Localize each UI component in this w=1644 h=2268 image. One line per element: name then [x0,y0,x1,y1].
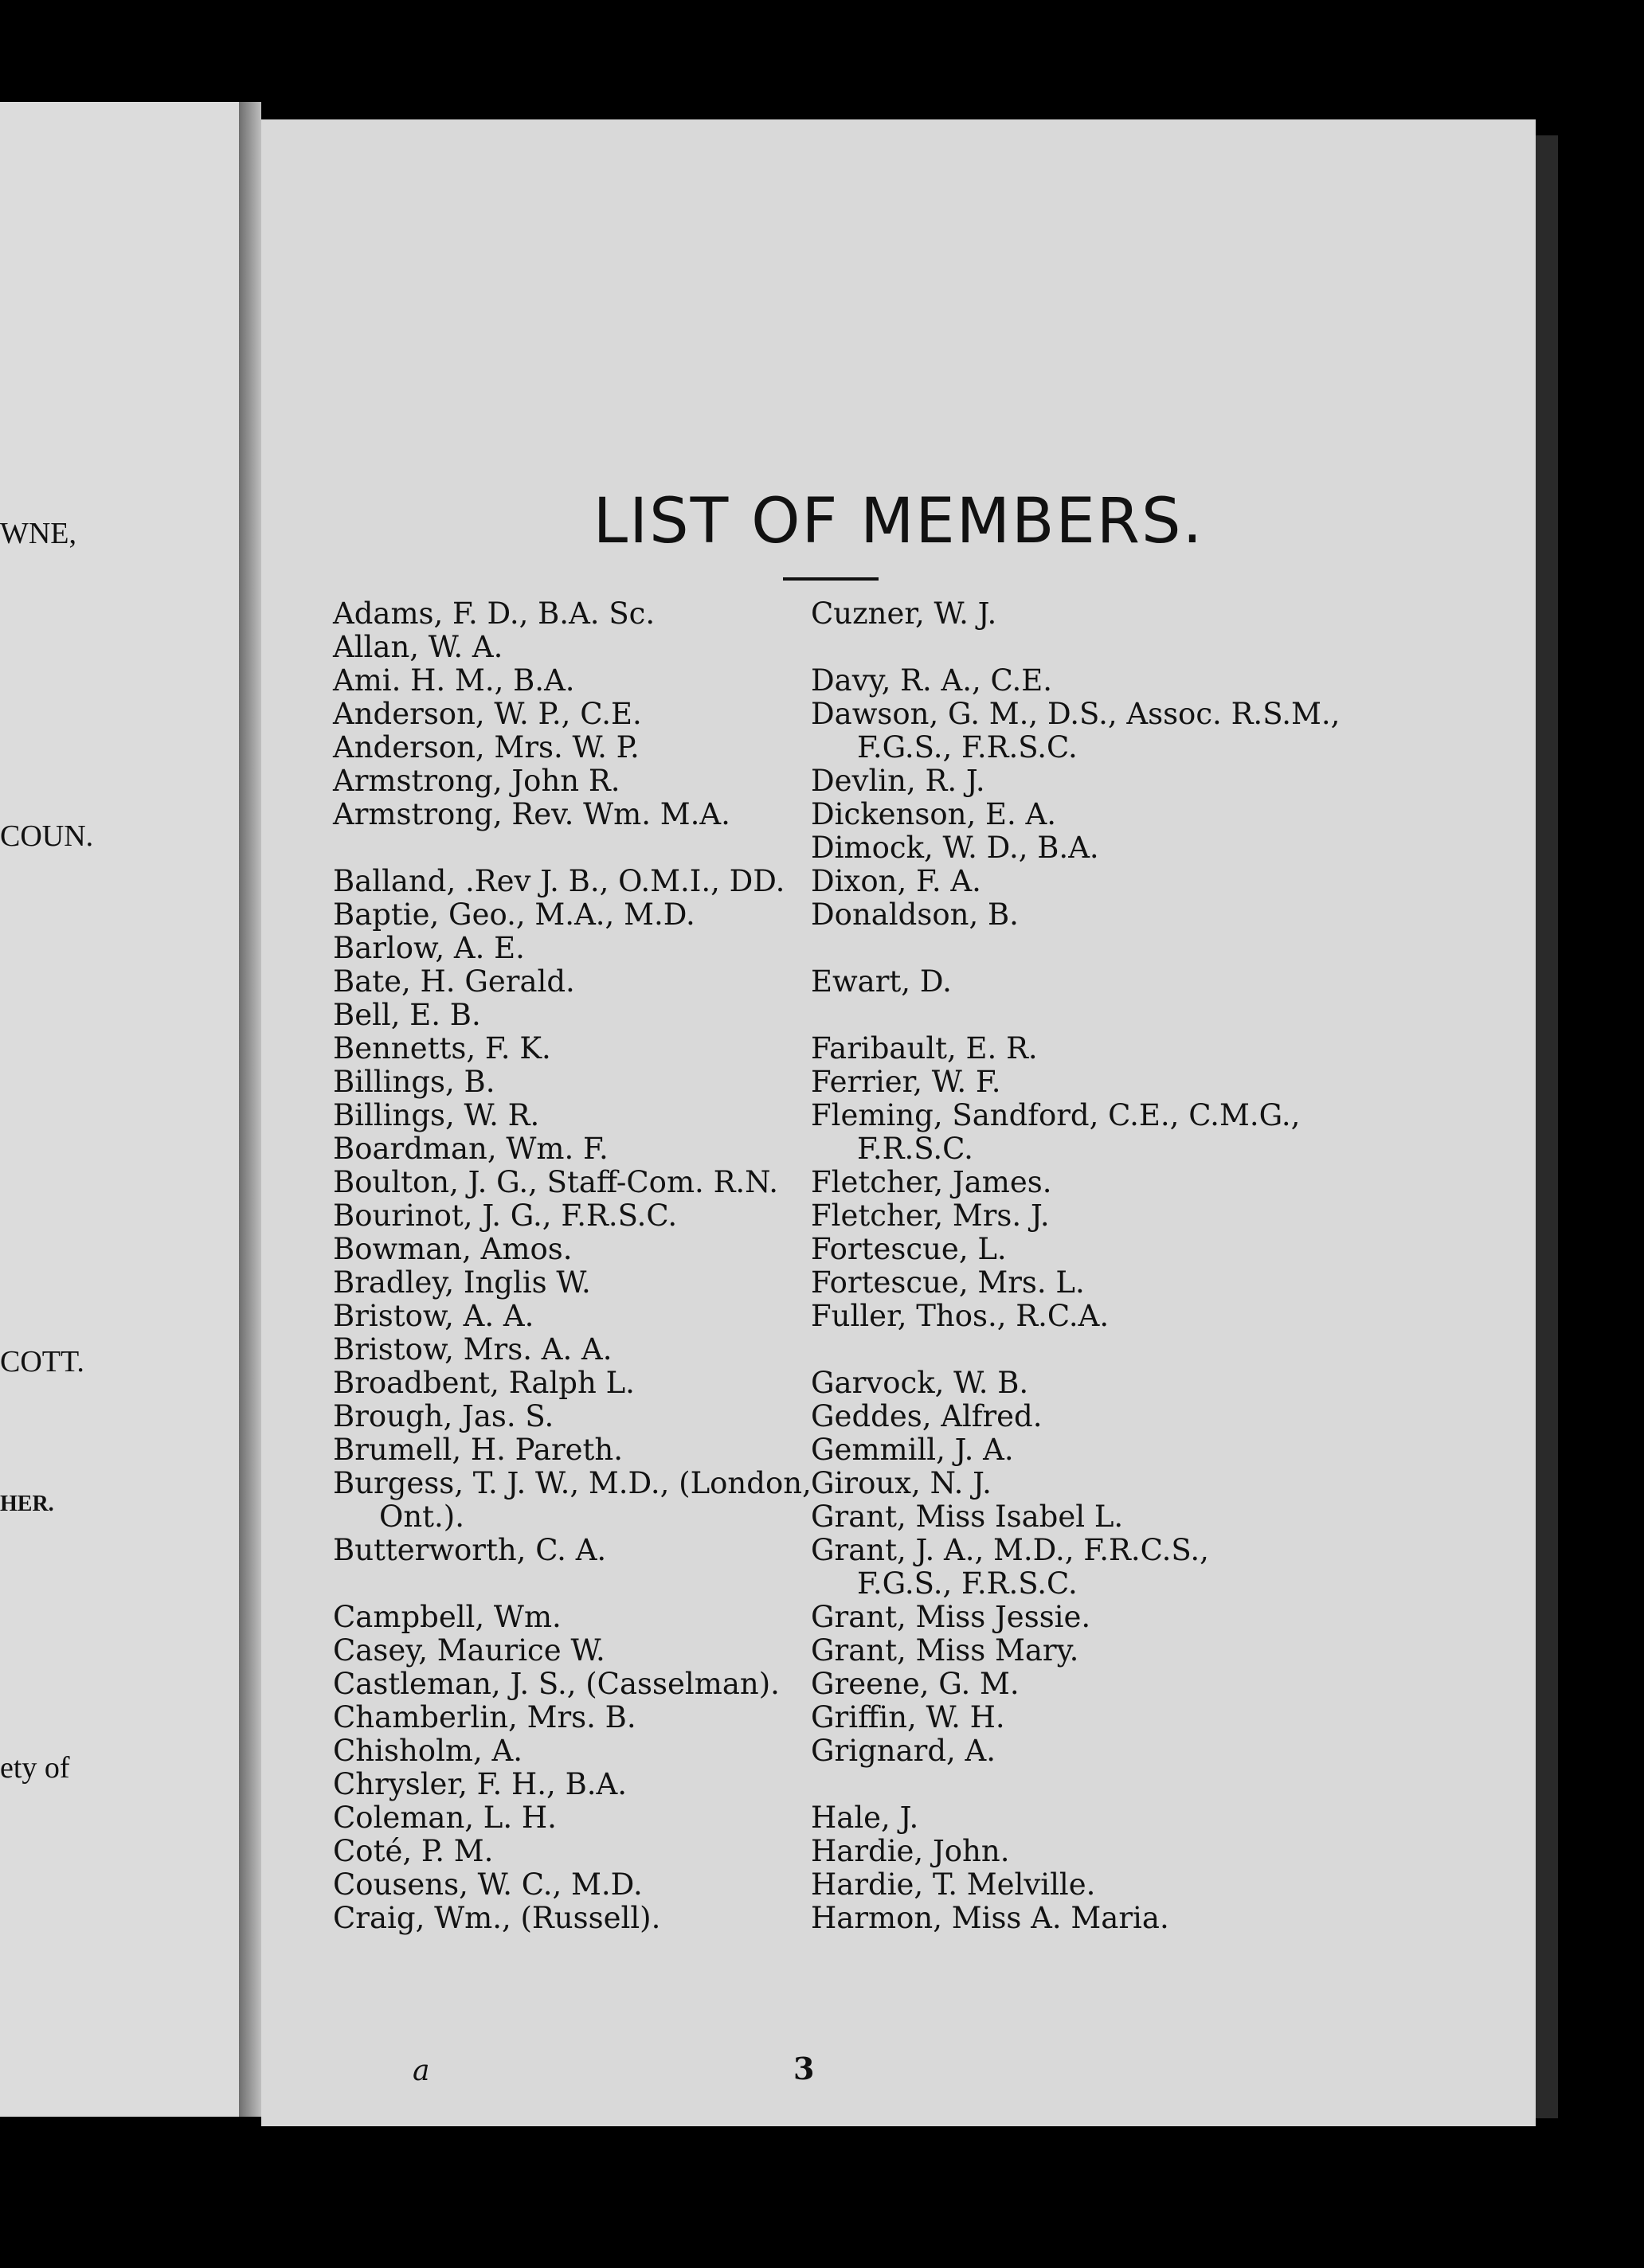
member-entry: Fortescue, Mrs. L. [811,1265,1085,1300]
section-gap [811,932,1416,965]
member-entry: Garvock, W. B. [811,1366,1029,1400]
member-entry: Dawson, G. M., D.S., Assoc. R.S.M., [811,697,1341,731]
member-entry: Brough, Jas. S. [333,1399,554,1433]
member-entry: Hardie, John. [811,1834,1010,1868]
member-entry: Allan, W. A. [333,630,503,664]
left-page-text-4: HER. [0,1492,54,1516]
left-page-text-2: COUN. [0,819,94,853]
section-gap [811,1768,1416,1801]
member-entry: Casey, Maurice W. [333,1633,605,1668]
member-entry: Donaldson, B. [811,897,1019,932]
member-entry: Fletcher, James. [811,1165,1052,1199]
member-entry: Fletcher, Mrs. J. [811,1199,1050,1233]
signature-mark: a [413,2055,430,2087]
member-entry: Castleman, J. S., (Casselman). [333,1667,780,1701]
member-entry-continuation: F.R.S.C. [857,1132,973,1166]
page-number: 3 [793,2051,815,2086]
member-entry: Anderson, Mrs. W. P. [333,730,640,764]
title-rule [783,577,879,581]
member-entry: Boulton, J. G., Staff-Com. R.N. [333,1165,778,1199]
member-entry: Burgess, T. J. W., M.D., (London, [333,1466,812,1500]
page-title: LIST OF MEMBERS. [593,486,1204,557]
member-entry: Balland, .Rev J. B., O.M.I., DD. [333,864,785,898]
member-entry: Geddes, Alfred. [811,1399,1043,1433]
section-gap [811,999,1416,1032]
member-entry: Broadbent, Ralph L. [333,1366,635,1400]
member-entry: Cousens, W. C., M.D. [333,1867,643,1902]
member-entry: Armstrong, John R. [333,764,620,798]
member-entry: Harmon, Miss A. Maria. [811,1901,1169,1935]
member-entry: Campbell, Wm. [333,1600,562,1634]
members-column-right [811,597,1416,1935]
member-entry: Bristow, A. A. [333,1299,534,1333]
member-entry: Greene, G. M. [811,1667,1020,1701]
document-page [261,119,1536,2126]
member-entry: Gemmill, J. A. [811,1433,1014,1467]
member-entry: Armstrong, Rev. Wm. M.A. [333,797,730,831]
member-entry: Bell, E. B. [333,998,481,1032]
member-entry: Brumell, H. Pareth. [333,1433,624,1467]
member-entry: Bourinot, J. G., F.R.S.C. [333,1199,678,1233]
member-entry: Grant, J. A., M.D., F.R.C.S., [811,1533,1209,1567]
member-entry: Bradley, Inglis W. [333,1265,591,1300]
section-gap [333,831,843,865]
member-entry: Giroux, N. J. [811,1466,992,1500]
member-entry: Davy, R. A., C.E. [811,663,1053,698]
member-entry: Bate, H. Gerald. [333,964,575,999]
left-page-text-3: COTT. [0,1345,84,1378]
left-page-fragment [0,102,239,2117]
members-column-left [333,597,843,1935]
member-entry: Baptie, Geo., M.A., M.D. [333,897,695,932]
member-entry: Butterworth, C. A. [333,1533,607,1567]
member-entry-continuation: F.G.S., F.R.S.C. [857,730,1078,764]
member-entry: Grant, Miss Jessie. [811,1600,1091,1634]
member-entry: Anderson, W. P., C.E. [333,697,642,731]
member-entry: Cuzner, W. J. [811,596,997,631]
member-entry: Grant, Miss Mary. [811,1633,1079,1668]
member-entry: Hardie, T. Melville. [811,1867,1096,1902]
member-entry: Fleming, Sandford, C.E., C.M.G., [811,1098,1301,1132]
member-entry: Devlin, R. J. [811,764,985,798]
page-edge-shadow [1536,135,1558,2118]
member-entry: Coté, P. M. [333,1834,494,1868]
book-gutter [239,102,261,2117]
member-entry: Craig, Wm., (Russell). [333,1901,661,1935]
member-entry: Fuller, Thos., R.C.A. [811,1299,1110,1333]
section-gap [811,1333,1416,1367]
member-entry: Bowman, Amos. [333,1232,573,1266]
member-entry: Dixon, F. A. [811,864,981,898]
member-entry: Adams, F. D., B.A. Sc. [333,596,656,631]
member-entry: Billings, B. [333,1065,495,1099]
member-entry: Hale, J. [811,1801,919,1835]
member-entry: Griffin, W. H. [811,1700,1005,1734]
member-entry: Dimock, W. D., B.A. [811,831,1099,865]
member-entry: Boardman, Wm. F. [333,1132,609,1166]
left-page-text-1: WNE, [0,517,77,550]
member-entry: Ewart, D. [811,964,952,999]
member-entry: Chamberlin, Mrs. B. [333,1700,636,1734]
section-gap [333,1567,843,1601]
member-entry: Ferrier, W. F. [811,1065,1001,1099]
member-entry: Coleman, L. H. [333,1801,557,1835]
member-entry: Billings, W. R. [333,1098,540,1132]
member-entry: Bennetts, F. K. [333,1031,551,1066]
member-entry: Fortescue, L. [811,1232,1007,1266]
member-entry: Bristow, Mrs. A. A. [333,1332,613,1367]
section-gap [811,631,1416,664]
member-entry-continuation: Ont.). [379,1500,464,1534]
member-entry: Dickenson, E. A. [811,797,1056,831]
member-entry: Barlow, A. E. [333,931,525,965]
member-entry: Chrysler, F. H., B.A. [333,1767,628,1801]
member-entry-continuation: F.G.S., F.R.S.C. [857,1566,1078,1601]
member-entry: Faribault, E. R. [811,1031,1038,1066]
member-entry: Ami. H. M., B.A. [333,663,575,698]
member-entry: Grignard, A. [811,1734,996,1768]
member-entry: Grant, Miss Isabel L. [811,1500,1124,1534]
member-entry: Chisholm, A. [333,1734,523,1768]
left-page-text-5: ety of [0,1751,70,1785]
